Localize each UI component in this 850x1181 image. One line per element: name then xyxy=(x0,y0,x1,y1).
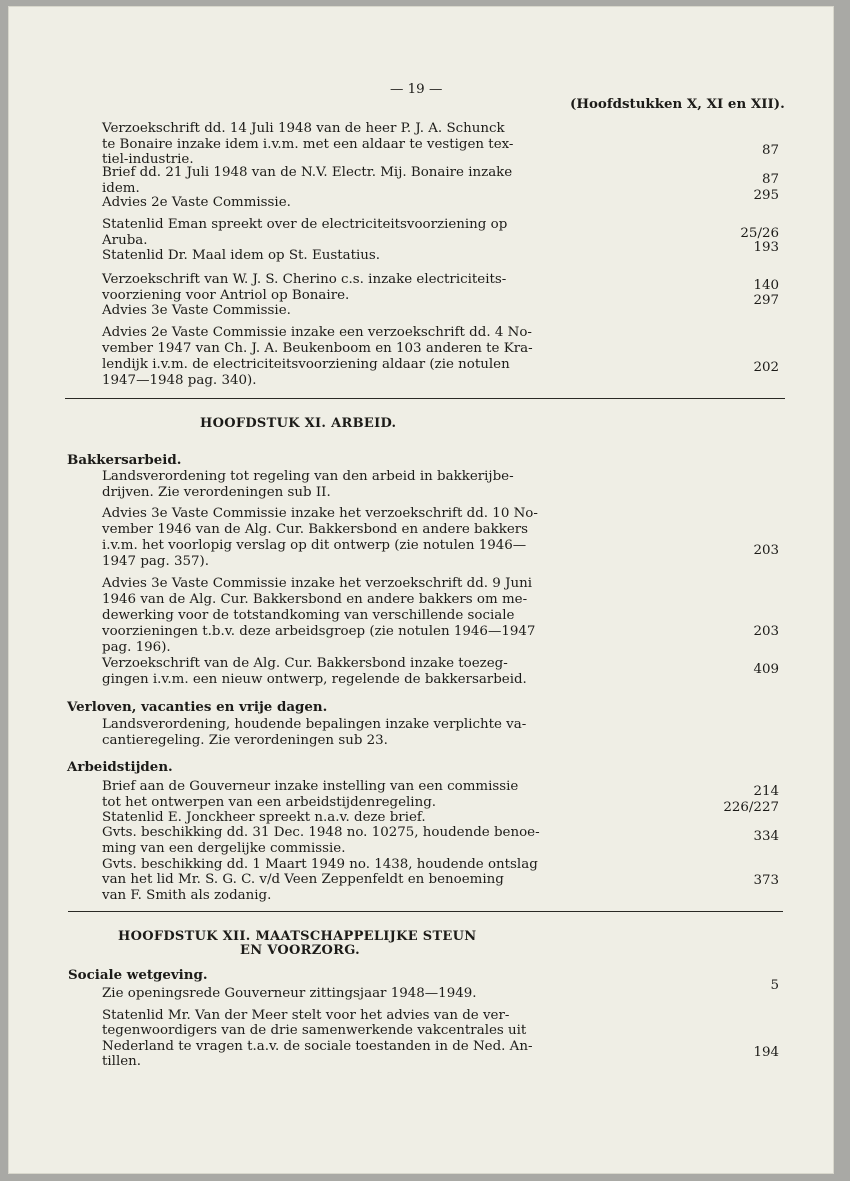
entry-line: Nederland te vragen t.a.v. de sociale toestanden in de Ned. An- xyxy=(102,1039,533,1054)
entry-line: idem. xyxy=(102,181,140,196)
entry-line: drijven. Zie verordeningen sub II. xyxy=(102,485,331,500)
entry-page-ref: 203 xyxy=(753,624,779,639)
subheading-bakkersarbeid: Bakkersarbeid. xyxy=(67,452,182,468)
entry-page-ref: 297 xyxy=(753,293,779,308)
entry-line: Verzoekschrift dd. 14 Juli 1948 van de heer P. J. A. Schunck xyxy=(102,121,505,136)
entry-line: Advies 2e Vaste Commissie. xyxy=(102,195,291,210)
entry-line: 1947—1948 pag. 340). xyxy=(102,373,257,388)
entry-line: Statenlid Mr. Van der Meer stelt voor het advies van de ver- xyxy=(102,1008,510,1023)
entry-line: van F. Smith als zodanig. xyxy=(102,888,272,903)
entry-page-ref: 25/26 xyxy=(740,226,779,241)
entry-line: Brief dd. 21 Juli 1948 van de N.V. Electr. Mij. Bonaire inzake xyxy=(102,165,513,180)
entry-line: Advies 3e Vaste Commissie. xyxy=(102,303,291,318)
entry-line: pag. 196). xyxy=(102,640,171,655)
entry-page-ref: 202 xyxy=(753,360,779,375)
page-number: — 19 — xyxy=(390,82,443,97)
entry-line: voorzieningen t.b.v. deze arbeidsgroep (zie notulen 1946—1947 xyxy=(102,624,536,639)
entry-line: te Bonaire inzake idem i.v.m. met een aldaar te vestigen tex- xyxy=(102,137,514,152)
entry-page-ref: 226/227 xyxy=(723,800,779,815)
entry-line: 1946 van de Alg. Cur. Bakkersbond en andere bakkers om me- xyxy=(102,592,528,607)
entry-line: i.v.m. het voorlopig verslag op dit ontwerp (zie notulen 1946— xyxy=(102,538,527,553)
entry-line: Aruba. xyxy=(102,233,148,248)
subheading-arbeidstijden: Arbeidstijden. xyxy=(67,759,173,775)
entry-page-ref: 409 xyxy=(753,662,779,677)
entry-line: gingen i.v.m. een nieuw ontwerp, regelende de bakkersarbeid. xyxy=(102,672,527,687)
entry-page-ref: 87 xyxy=(761,143,779,158)
chapter-heading-xii-line1: HOOFDSTUK XII. MAATSCHAPPELIJKE STEUN xyxy=(118,929,477,944)
entry-line: Statenlid E. Jonckheer spreekt n.a.v. deze brief. xyxy=(102,810,426,825)
entry-line: vember 1946 van de Alg. Cur. Bakkersbond en andere bakkers xyxy=(102,522,529,537)
entry-page-ref: 203 xyxy=(753,543,779,558)
entry-line: Brief aan de Gouverneur inzake instelling van een commissie xyxy=(102,779,519,794)
entry-line: Statenlid Dr. Maal idem op St. Eustatius. xyxy=(102,248,380,263)
entry-line: ming van een dergelijke commissie. xyxy=(102,841,346,856)
entry-page-ref: 194 xyxy=(753,1045,779,1060)
chapter-heading-xii-line2: EN VOORZORG. xyxy=(240,943,361,958)
entry-line: Landsverordening, houdende bepalingen inzake verplichte va- xyxy=(102,717,527,732)
entry-line: dewerking voor de totstandkoming van verschillende sociale xyxy=(102,608,515,623)
subheading-verloven: Verloven, vacanties en vrije dagen. xyxy=(67,699,328,715)
entry-line: voorziening voor Antriol op Bonaire. xyxy=(102,288,350,303)
entry-line: Zie openingsrede Gouverneur zittingsjaar 1948—1949. xyxy=(102,986,477,1001)
entry-line: Verzoekschrift van de Alg. Cur. Bakkersbond inzake toezeg- xyxy=(102,656,508,671)
entry-line: Advies 3e Vaste Commissie inzake het verzoekschrift dd. 9 Juni xyxy=(102,576,532,591)
entry-line: Statenlid Eman spreekt over de electriciteitsvoorziening op xyxy=(102,217,508,232)
entry-line: Gvts. beschikking dd. 1 Maart 1949 no. 1438, houdende ontslag xyxy=(102,857,538,872)
entry-line: Landsverordening tot regeling van den arbeid in bakkerijbe- xyxy=(102,469,514,484)
entry-page-ref: 140 xyxy=(753,278,779,293)
running-header: (Hoofdstukken X, XI en XII). xyxy=(570,96,785,112)
entry-line: lendijk i.v.m. de electriciteitsvoorziening aldaar (zie notulen xyxy=(102,357,510,372)
entry-page-ref: 193 xyxy=(753,240,779,255)
entry-line: Advies 2e Vaste Commissie inzake een verzoekschrift dd. 4 No- xyxy=(102,325,532,340)
entry-page-ref: 373 xyxy=(753,873,779,888)
chapter-heading-xi: HOOFDSTUK XI. ARBEID. xyxy=(200,416,397,431)
entry-line: tiel-industrie. xyxy=(102,152,194,167)
section-rule xyxy=(65,398,785,399)
entry-line: Gvts. beschikking dd. 31 Dec. 1948 no. 10275, houdende benoe- xyxy=(102,825,540,840)
entry-line: 1947 pag. 357). xyxy=(102,554,210,569)
entry-line: cantieregeling. Zie verordeningen sub 23. xyxy=(102,733,388,748)
entry-line: tot het ontwerpen van een arbeidstijdenregeling. xyxy=(102,795,437,810)
entry-line: tegenwoordigers van de drie samenwerkende vakcentrales uit xyxy=(102,1023,527,1038)
entry-page-ref: 295 xyxy=(753,188,779,203)
entry-page-ref: 334 xyxy=(753,829,779,844)
entry-line: tillen. xyxy=(102,1054,142,1069)
entry-page-ref: 87 xyxy=(761,172,779,187)
entry-line: van het lid Mr. S. G. C. v/d Veen Zeppenfeldt en benoeming xyxy=(102,872,504,887)
entry-page-ref: 214 xyxy=(753,784,779,799)
entry-line: Advies 3e Vaste Commissie inzake het verzoekschrift dd. 10 No- xyxy=(102,506,538,521)
entry-line: Verzoekschrift van W. J. S. Cherino c.s. inzake electriciteits- xyxy=(102,272,507,287)
entry-line: vember 1947 van Ch. J. A. Beukenboom en 103 anderen te Kra- xyxy=(102,341,533,356)
subheading-sociale-wetgeving: Sociale wetgeving. xyxy=(68,967,208,983)
section-rule xyxy=(68,911,783,912)
entry-page-ref: 5 xyxy=(770,978,779,993)
